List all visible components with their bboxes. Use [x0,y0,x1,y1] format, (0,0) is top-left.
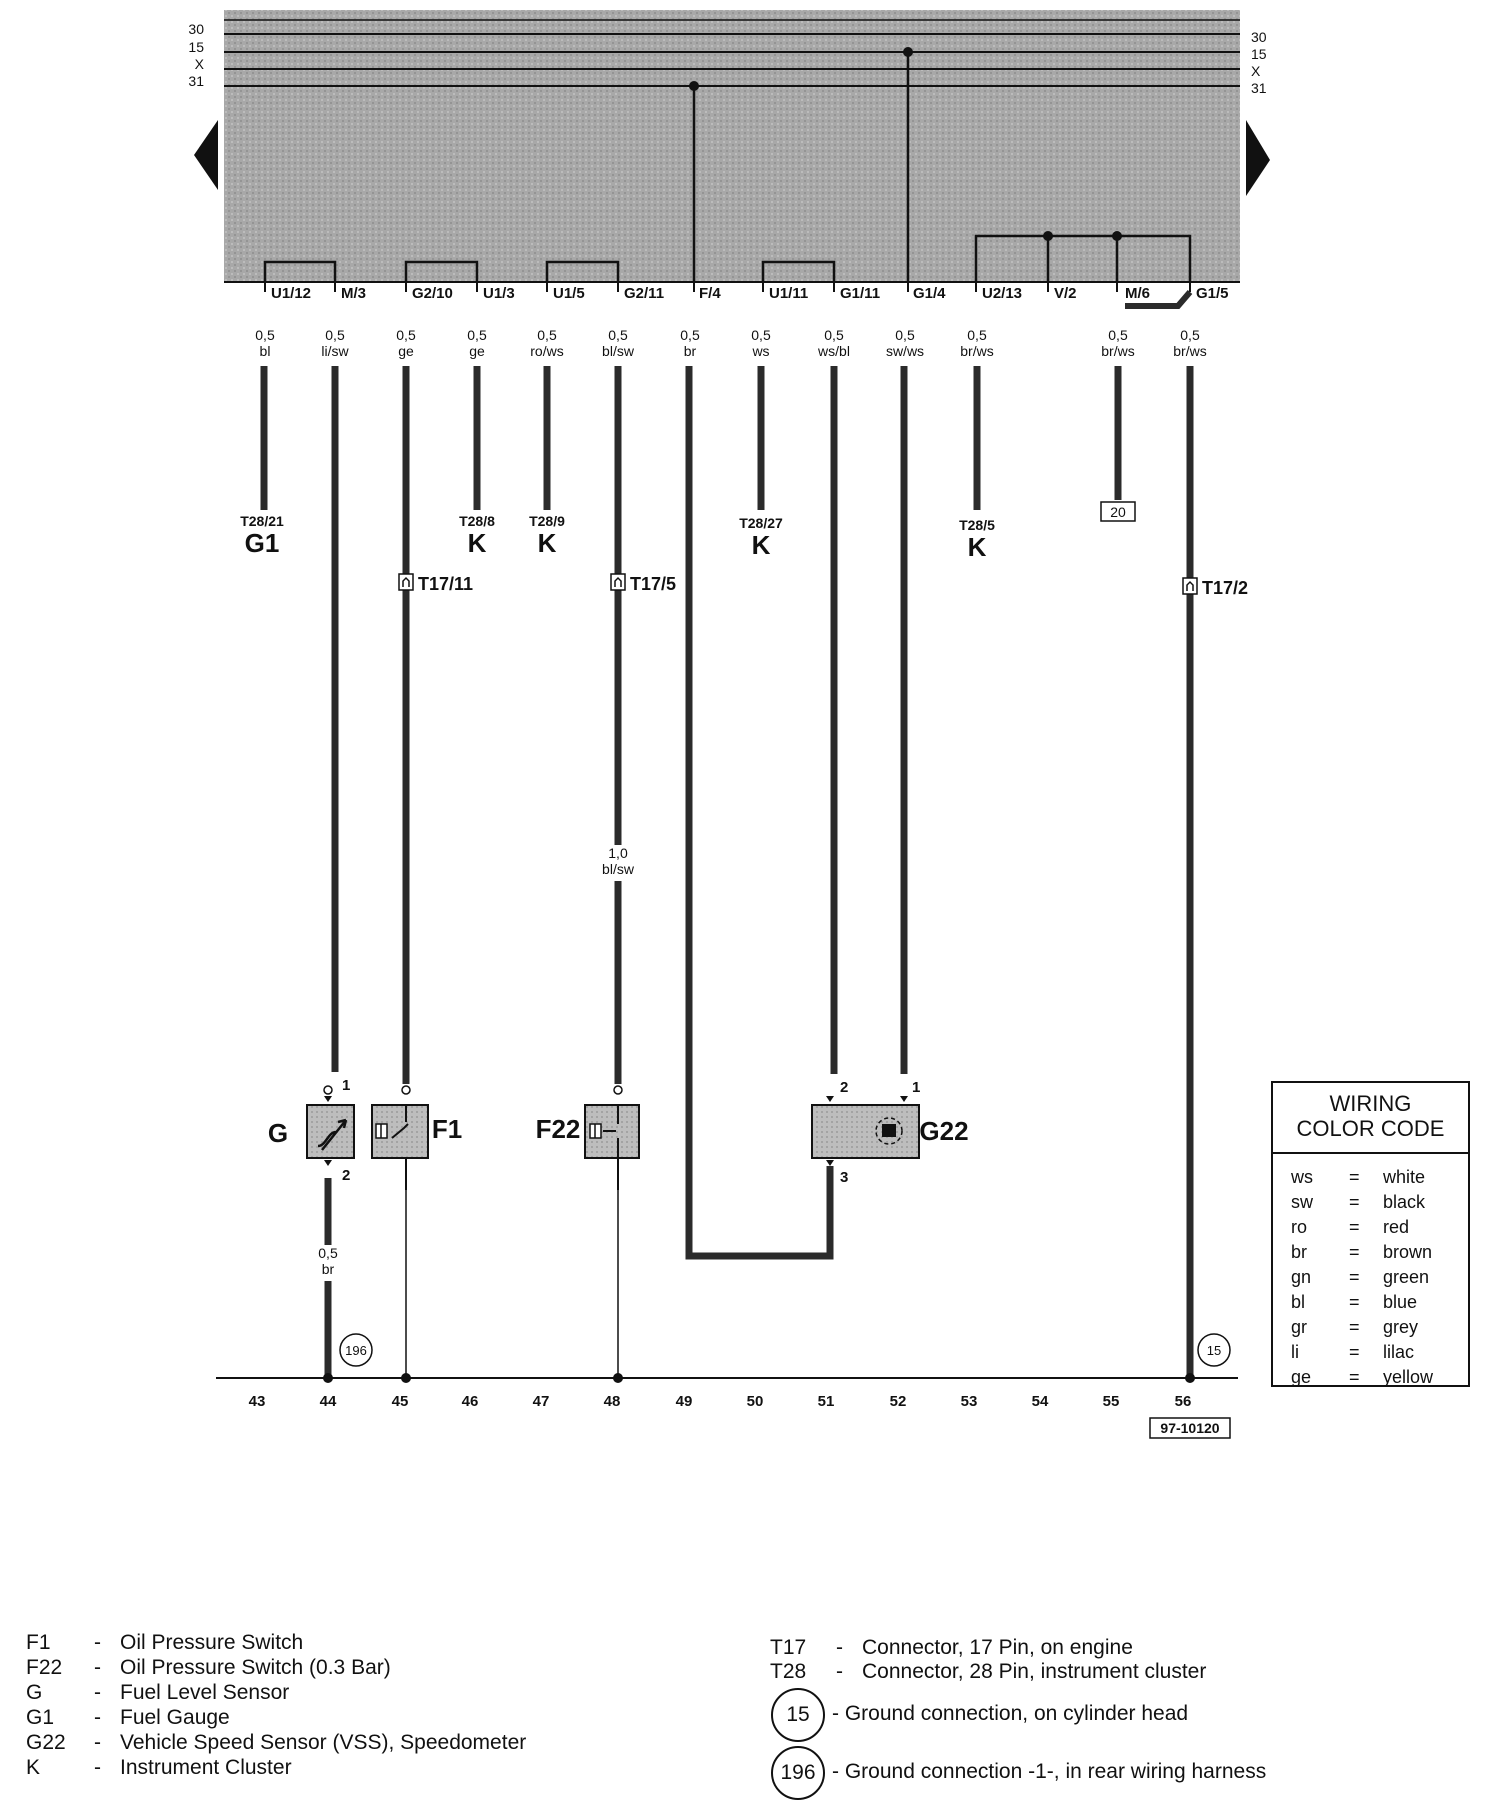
legend-ground-badge: 196 [771,1746,825,1800]
legend-desc: Oil Pressure Switch (0.3 Bar) [120,1656,391,1679]
legend-ground-desc: - Ground connection, on cylinder head [832,1702,1189,1725]
bus-label-left-x: X [194,56,204,72]
wire-color-7: br [683,343,697,359]
legend-dash: - [836,1636,843,1659]
connector-t17-5: T17/5 [630,574,677,594]
g22-pin2-arrow [826,1096,834,1102]
color-abbr: sw [1291,1192,1313,1212]
wire-size-8: 0,5 [751,327,771,343]
terminal-g1-5: G1/5 [1196,285,1229,302]
ground-badge-15-label: 15 [1206,1343,1222,1358]
color-code-title-line2: COLOR CODE [1296,1116,1445,1141]
wire-size-11: 0,5 [967,327,987,343]
track-53: 53 [960,1393,978,1410]
pin-ref-component-k3: K [751,530,771,560]
g-pin-1: 1 [342,1077,351,1094]
legend-ground-badge: 15 [771,1688,825,1742]
wire-color-6: bl/sw [602,343,634,359]
track-55: 55 [1102,1393,1120,1410]
pin-ref-t28-5: T28/5 [959,517,995,533]
color-name: brown [1383,1242,1433,1262]
wire-color-4: ge [469,343,485,359]
track-44: 44 [319,1393,337,1410]
legend-desc: Instrument Cluster [120,1756,292,1779]
terminal-f-4: F/4 [699,285,721,302]
color-name: grey [1383,1317,1419,1337]
color-code-divider [1273,1152,1468,1154]
component-f1-label: F1 [431,1114,463,1144]
wire-size-3: 0,5 [396,327,416,343]
legend-dash: - [94,1656,101,1679]
color-name: green [1383,1267,1430,1287]
legend-desc: Fuel Level Sensor [120,1681,290,1704]
g22-pin-3: 3 [840,1169,849,1186]
wire-low-color: br [321,1261,335,1277]
legend-dash: - [94,1706,101,1729]
wire-color-10: sw/ws [885,343,925,359]
color-eq: = [1349,1192,1360,1212]
track-48: 48 [603,1393,621,1410]
legend-item [26,1631,303,1655]
pin-ref-component-k4: K [967,532,987,562]
component-f22-label: F22 [535,1114,581,1144]
continuation-box-label: 20 [1110,504,1126,520]
legend-dash: - [94,1681,101,1704]
legend-dash: - [94,1731,101,1754]
legend-ground-desc: - Ground connection -1-, in rear wiring harness [832,1760,1267,1783]
terminal-v-2: V/2 [1054,285,1077,302]
relay-panel [224,10,1240,282]
legend-desc: Oil Pressure Switch [120,1631,304,1654]
legend-code: F1 [26,1631,51,1654]
legend-code: K [26,1756,41,1779]
bus-label-left-30: 30 [188,21,204,37]
legend-item [770,1636,1133,1660]
g-pin1-terminal [324,1086,332,1094]
wiring-color-code-box [1271,1081,1470,1387]
color-abbr: li [1291,1342,1299,1362]
wire-size-7: 0,5 [680,327,700,343]
pin-ref-t28-27: T28/27 [739,515,783,531]
bus-node-15 [903,47,913,57]
wire-color-3: ge [398,343,414,359]
wire-color-5: ro/ws [530,343,564,359]
color-code-row [1291,1267,1429,1288]
wire-mid-size: 1,0 [608,845,628,861]
track-47: 47 [532,1393,550,1410]
track-54: 54 [1031,1393,1049,1410]
color-code-row [1291,1192,1425,1213]
wire-size-9: 0,5 [824,327,844,343]
wire-size-1: 0,5 [255,327,275,343]
g-pin-2: 2 [342,1167,351,1184]
bus-label-right-30: 30 [1251,29,1267,45]
color-abbr: gn [1291,1267,1312,1287]
color-eq: = [1349,1242,1360,1262]
terminal-m-3: M/3 [341,285,367,302]
terminal-u1-11: U1/11 [769,285,809,302]
color-name: red [1383,1217,1410,1237]
legend-code: F22 [26,1656,63,1679]
color-eq: = [1349,1267,1360,1287]
color-code-row [1291,1217,1409,1238]
color-name: yellow [1383,1367,1434,1387]
color-name: black [1383,1192,1426,1212]
f22-terminal [614,1086,622,1094]
g22-pin3-arrow [826,1160,834,1166]
diagram-id: 97-10120 [1160,1420,1220,1436]
wire-low-size: 0,5 [318,1245,338,1261]
wire-size-13: 0,5 [1180,327,1200,343]
color-name: white [1383,1167,1426,1187]
g22-pin-2: 2 [840,1079,849,1096]
track-52: 52 [889,1393,907,1410]
legend-item [26,1706,230,1730]
wire-size-2: 0,5 [325,327,345,343]
legend-desc: Connector, 17 Pin, on engine [862,1636,1133,1659]
connector-marker-t17-2 [1183,578,1197,594]
legend-desc: Connector, 28 Pin, instrument cluster [862,1660,1207,1683]
color-eq: = [1349,1317,1360,1337]
color-eq: = [1349,1367,1360,1387]
color-code-row [1291,1242,1432,1263]
color-name: lilac [1383,1342,1415,1362]
track-49: 49 [675,1393,693,1410]
color-abbr: ro [1291,1217,1308,1237]
wire-color-1: bl [259,343,271,359]
bus-label-right-x: X [1251,63,1261,79]
track-56: 56 [1174,1393,1192,1410]
panel-node-1 [1043,231,1053,241]
wire-color-2: li/sw [321,343,349,359]
wire-color-8: ws [752,343,770,359]
ground-node-45 [401,1373,411,1383]
legend-desc: Fuel Gauge [120,1706,230,1729]
wire-size-5: 0,5 [537,327,557,343]
ground-badge-196-label: 196 [345,1343,367,1358]
color-code-row [1291,1367,1433,1388]
wire-mid-color: bl/sw [602,861,634,877]
connector-t17-2: T17/2 [1202,578,1249,598]
component-g22-body [812,1105,919,1158]
legend-dash: - [94,1631,101,1654]
track-51: 51 [817,1393,835,1410]
right-arrow-icon [1246,120,1270,196]
terminal-g1-4: G1/4 [913,285,946,302]
wire-color-9: ws/bl [818,343,850,359]
terminal-g1-11: G1/11 [840,285,881,302]
g22-pin-1: 1 [912,1079,921,1096]
color-eq: = [1349,1342,1360,1362]
color-code-row [1291,1292,1417,1313]
track-46: 46 [461,1393,479,1410]
terminal-g2-11: G2/11 [624,285,665,302]
ground-node-56 [1185,1373,1195,1383]
terminal-u1-3: U1/3 [483,285,515,302]
legend-desc: Vehicle Speed Sensor (VSS), Speedometer [120,1731,527,1754]
legend-item [26,1756,292,1780]
legend-dash: - [94,1756,101,1779]
pin-ref-t28-21: T28/21 [240,513,284,529]
pin-ref-t28-8: T28/8 [459,513,495,529]
terminal-m-6: M/6 [1125,285,1151,302]
f1-terminal [402,1086,410,1094]
g22-sensor-core [882,1124,896,1137]
terminal-g2-10: G2/10 [412,285,453,302]
bus-label-right-15: 15 [1251,46,1267,62]
color-code-title-line1: WIRING [1329,1091,1412,1116]
pin-ref-component-k2: K [537,528,557,558]
color-code-title [1273,1091,1468,1141]
bus-label-left-15: 15 [188,39,204,55]
pin-ref-component-k1: K [467,528,487,558]
track-45: 45 [391,1393,409,1410]
connector-t17-11: T17/11 [418,574,474,594]
g-pin1-arrow [324,1096,332,1102]
color-eq: = [1349,1292,1360,1312]
color-abbr: gr [1291,1317,1308,1337]
track-50: 50 [746,1393,764,1410]
legend-code: G22 [26,1731,66,1754]
color-eq: = [1349,1217,1360,1237]
wire-size-12: 0,5 [1108,327,1128,343]
color-abbr: bl [1291,1292,1306,1312]
legend-code: T17 [770,1636,807,1659]
bus-node-31 [689,81,699,91]
color-eq: = [1349,1167,1360,1187]
pin-ref-component-g1: G1 [244,528,280,558]
left-arrow-icon [194,120,218,190]
color-code-row [1291,1342,1414,1363]
color-abbr: ge [1291,1367,1312,1387]
terminal-u1-5: U1/5 [553,285,585,302]
pin-ref-t28-9: T28/9 [529,513,565,529]
connector-marker-t17-11 [399,574,413,590]
terminal-u2-13: U2/13 [982,285,1023,302]
legend-code: G1 [26,1706,55,1729]
wire-color-12: br/ws [1101,343,1135,359]
color-name: blue [1383,1292,1418,1312]
ground-node-44 [323,1373,333,1383]
bus-label-left-31: 31 [188,73,204,89]
color-code-row [1291,1317,1418,1338]
legend-item [26,1656,391,1680]
wire-size-4: 0,5 [467,327,487,343]
legend-code: T28 [770,1660,807,1683]
bus-label-right-31: 31 [1251,80,1267,96]
wire-size-10: 0,5 [895,327,915,343]
ground-node-48 [613,1373,623,1383]
legend-item [26,1731,526,1755]
terminal-u1-12: U1/12 [271,285,312,302]
panel-node-2 [1112,231,1122,241]
connector-marker-t17-5 [611,574,625,590]
color-abbr: br [1291,1242,1308,1262]
g-pin2-arrow [324,1160,332,1166]
wire-color-11: br/ws [960,343,994,359]
legend-item [26,1681,289,1705]
wire-size-6: 0,5 [608,327,628,343]
g22-pin1-arrow [900,1096,908,1102]
color-abbr: ws [1291,1167,1313,1187]
color-code-row [1291,1167,1425,1188]
component-g-body [307,1105,354,1158]
legend-code: G [26,1681,43,1704]
component-g-label: G [267,1118,289,1148]
track-43: 43 [248,1393,266,1410]
legend-dash: - [836,1660,843,1683]
legend-item [770,1660,1206,1684]
component-g22-label: G22 [919,1116,969,1146]
wires [264,366,1190,1378]
wire-color-13: br/ws [1173,343,1207,359]
